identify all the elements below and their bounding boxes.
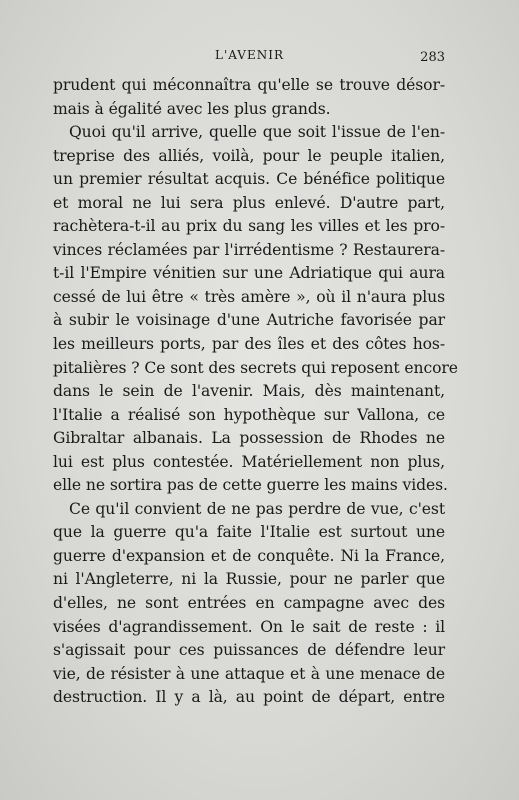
text-line: vie, de résister à une attaque et à une menace de: [53, 664, 445, 683]
text-line: d'elles, ne sont entrées en campagne avec des: [53, 594, 445, 613]
body-text: [53, 74, 458, 710]
page-number: 283: [420, 50, 445, 65]
text-line: Quoi qu'il arrive, quelle que soit l'issue de l'en-: [69, 123, 445, 142]
running-title: L'AVENIR: [214, 48, 285, 62]
paragraph: [53, 121, 458, 498]
text-line: dans le sein de l'avenir. Mais, dès maintenant,: [53, 382, 445, 401]
text-line: visées d'agrandissement. On le sait de reste : il: [53, 617, 445, 636]
text-line: un premier résultat acquis. Ce bénéfice politique: [53, 170, 445, 189]
text-line: que la guerre qu'a faite l'Italie est surtout une: [53, 523, 445, 542]
text-line: à subir le voisinage d'une Autriche favorisée par: [53, 311, 445, 330]
text-line: lui est plus contestée. Matériellement non plus,: [53, 452, 445, 471]
text-line: ni l'Angleterre, ni la Russie, pour ne parler que: [53, 570, 445, 589]
text-line: mais à égalité avec les plus grands.: [53, 99, 331, 118]
running-header: [58, 48, 445, 68]
text-line: cessé de lui être « très amère », où il n'aura plus: [53, 287, 445, 306]
text-line: vinces réclamées par l'irrédentisme ? Restaurera-: [53, 240, 445, 259]
text-line: destruction. Il y a là, au point de départ, entre: [53, 688, 445, 707]
text-line: rachètera-t-il au prix du sang les villes et les pro-: [53, 217, 445, 236]
text-line: prudent qui méconnaîtra qu'elle se trouve désor-: [53, 76, 445, 94]
paragraph: [53, 74, 445, 121]
text-line: t-il l'Empire vénitien sur une Adriatique qui aura: [53, 264, 445, 283]
text-line: l'Italie a réalisé son hypothèque sur Vallona, ce: [53, 405, 445, 424]
paragraph: [53, 498, 445, 710]
text-line: et moral ne lui sera plus enlevé. D'autre part,: [53, 193, 445, 212]
text-line: treprise des alliés, voilà, pour le peuple italien,: [53, 146, 445, 165]
text-line: Ce qu'il convient de ne pas perdre de vue, c'est: [69, 499, 445, 518]
text-line: Gibraltar albanais. La possession de Rhodes ne: [53, 429, 445, 448]
text-line: s'agissait pour ces puissances de défendre leur: [53, 641, 445, 660]
text-line: les meilleurs ports, par des îles et des côtes hos-: [53, 335, 445, 354]
text-line: pitalières ? Ce sont des secrets qui reposent encore: [53, 358, 458, 377]
text-line: elle ne sortira pas de cette guerre les mains vides.: [53, 476, 448, 495]
text-line: guerre d'expansion et de conquête. Ni la France,: [53, 546, 445, 565]
